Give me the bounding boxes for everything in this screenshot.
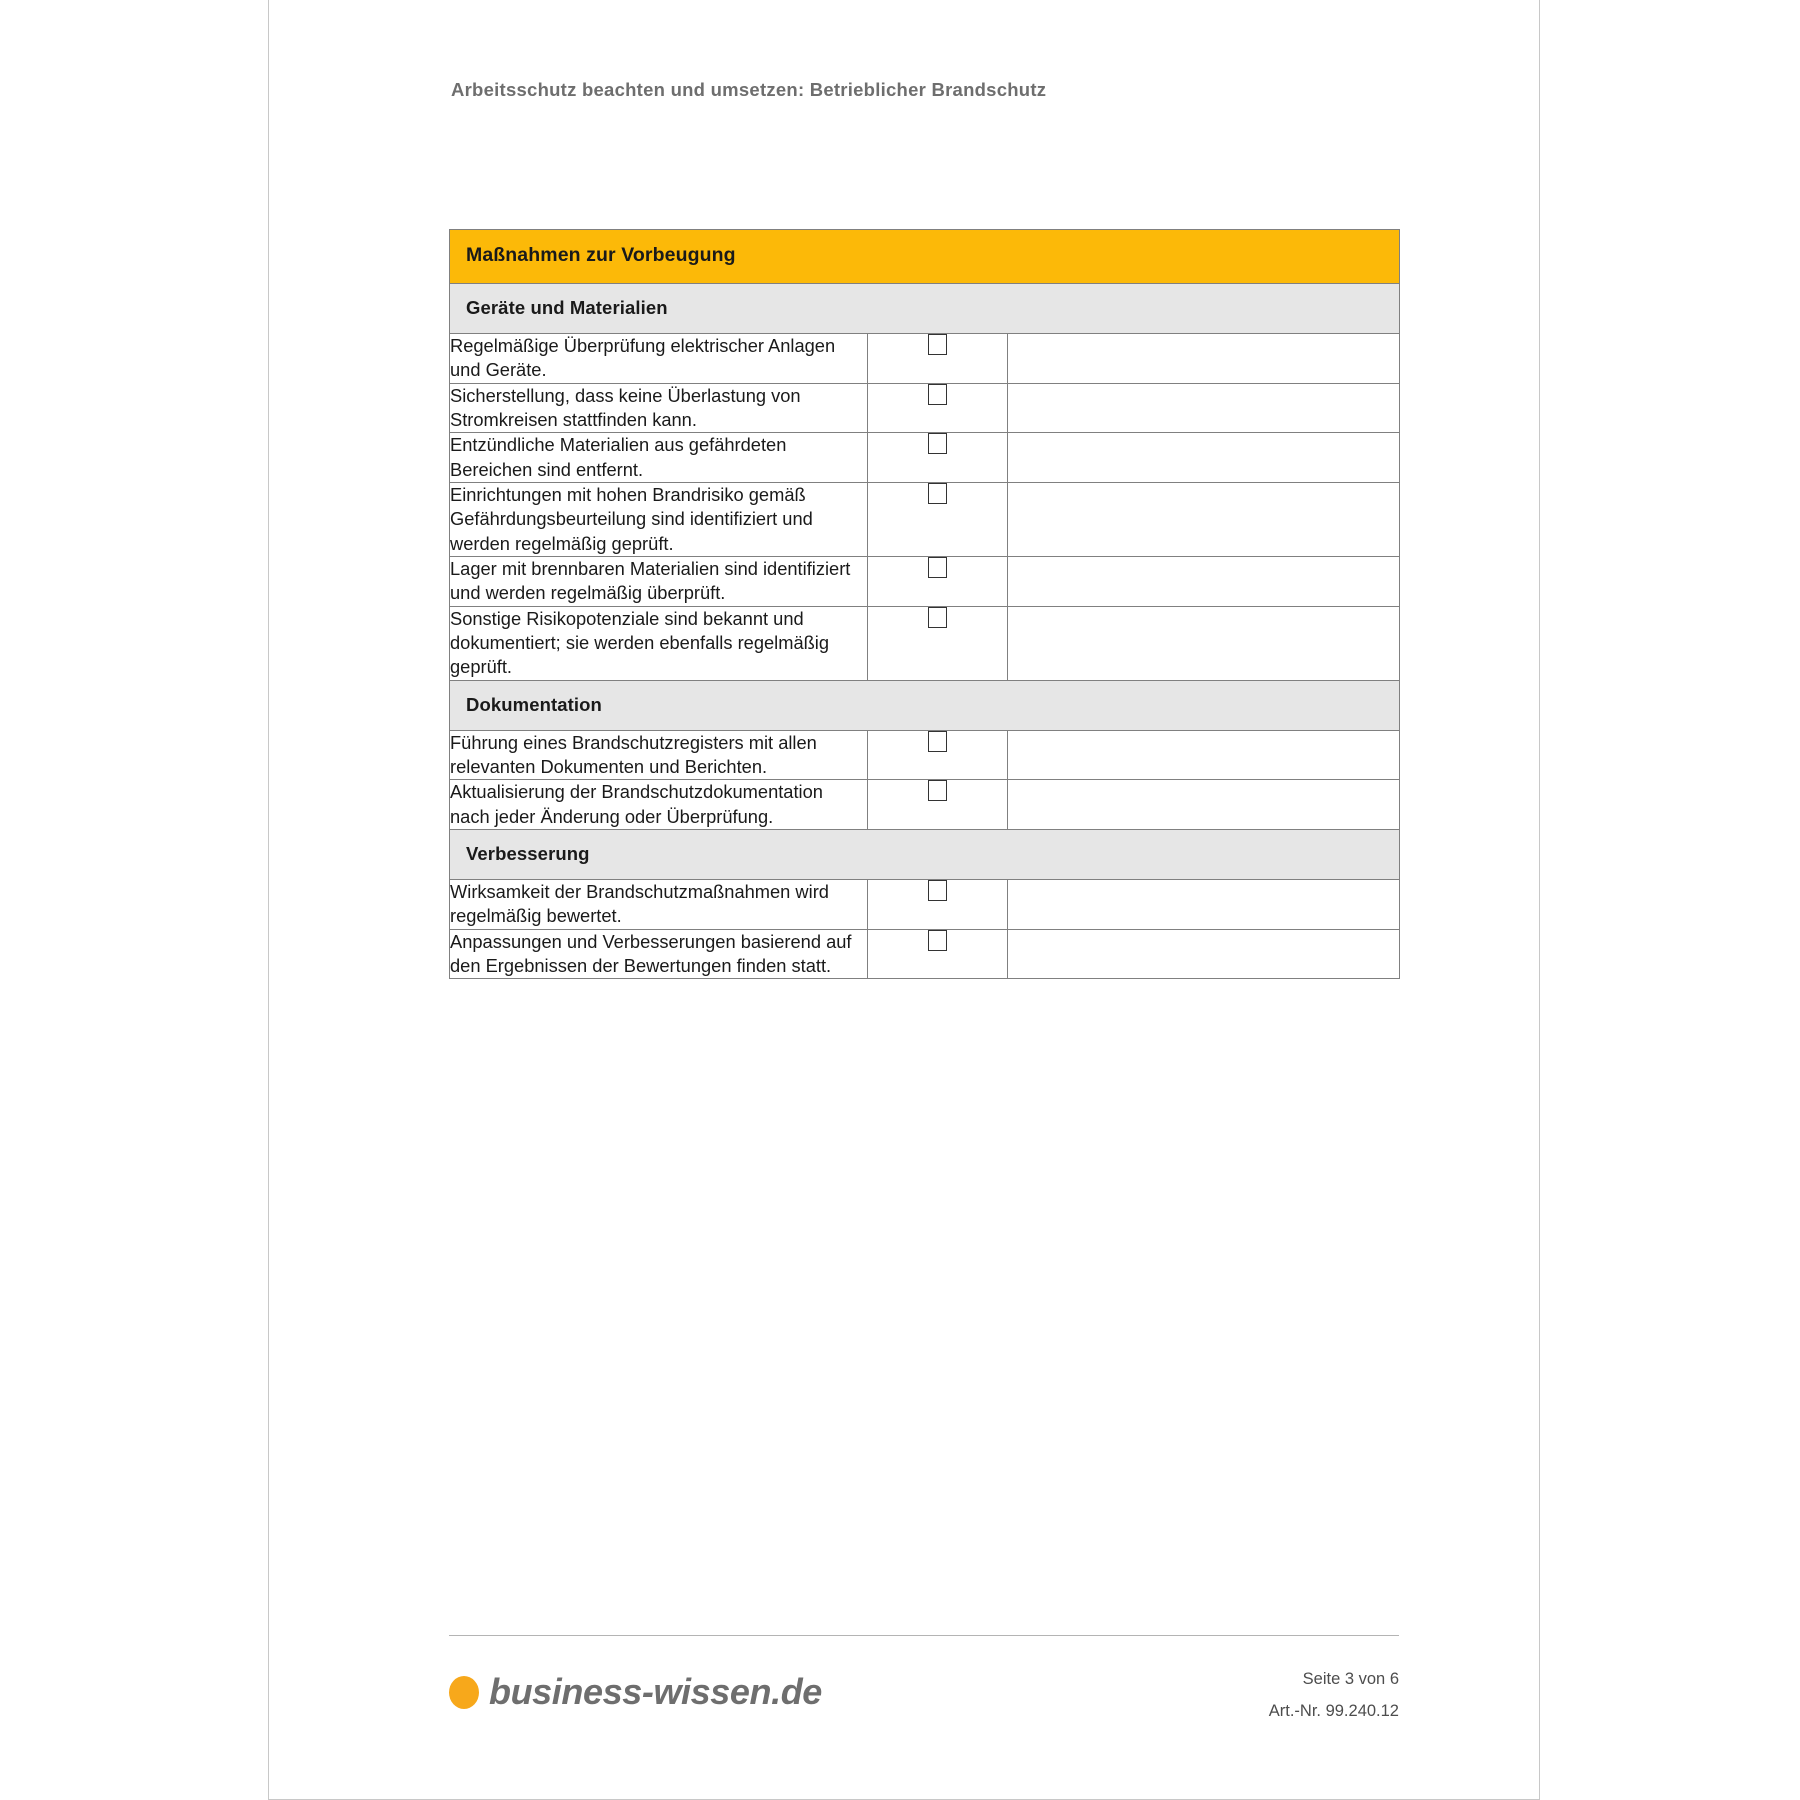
section-header-row [450, 680, 1400, 730]
checkbox-cell[interactable] [868, 730, 1008, 780]
checkbox-cell[interactable] [868, 383, 1008, 433]
checkbox-icon[interactable] [928, 731, 947, 752]
table-row [450, 433, 1400, 483]
footer-meta [1269, 1663, 1399, 1727]
table-row [450, 383, 1400, 433]
checklist-item-label: Führung eines Brandschutzregisters mit allen relevanten Dokumenten und Berichten. [450, 730, 868, 780]
section-heading: Verbesserung [450, 829, 1400, 879]
document-page [268, 0, 1540, 1800]
checklist-item-label: Lager mit brennbaren Materialien sind identifiziert und werden regelmäßig überprüft. [450, 556, 868, 606]
checkbox-icon[interactable] [928, 384, 947, 405]
table-row [450, 606, 1400, 680]
page-number: Seite 3 von 6 [1302, 1670, 1399, 1688]
checkbox-icon[interactable] [928, 334, 947, 355]
note-cell[interactable] [1008, 482, 1400, 556]
checklist-item-label: Wirksamkeit der Brandschutzmaßnahmen wird regelmäßig bewertet. [450, 879, 868, 929]
checkbox-icon[interactable] [928, 880, 947, 901]
table-row [450, 929, 1400, 979]
brand-logo [449, 1671, 822, 1713]
table-row [450, 482, 1400, 556]
checklist-table [449, 229, 1400, 979]
running-header: Arbeitsschutz beachten und umsetzen: Betrieblicher Brandschutz [451, 79, 1047, 100]
checkbox-cell[interactable] [868, 780, 1008, 830]
checkbox-icon[interactable] [928, 557, 947, 578]
checklist-item-label: Regelmäßige Überprüfung elektrischer Anlagen und Geräte. [450, 334, 868, 384]
checkbox-cell[interactable] [868, 556, 1008, 606]
note-cell[interactable] [1008, 334, 1400, 384]
table-title: Maßnahmen zur Vorbeugung [450, 230, 1400, 284]
checklist-item-label: Aktualisierung der Brandschutzdokumentation nach jeder Änderung oder Überprüfung. [450, 780, 868, 830]
note-cell[interactable] [1008, 879, 1400, 929]
section-heading: Dokumentation [450, 680, 1400, 730]
note-cell[interactable] [1008, 730, 1400, 780]
checklist-item-label: Sicherstellung, dass keine Überlastung von Stromkreisen stattfinden kann. [450, 383, 868, 433]
page-footer [449, 1651, 1399, 1741]
checklist-item-label: Sonstige Risikopotenziale sind bekannt und dokumentiert; sie werden ebenfalls regelmäßig geprüft. [450, 606, 868, 680]
checkbox-icon[interactable] [928, 780, 947, 801]
section-heading: Geräte und Materialien [450, 284, 1400, 334]
note-cell[interactable] [1008, 383, 1400, 433]
checkbox-cell[interactable] [868, 879, 1008, 929]
checkbox-cell[interactable] [868, 929, 1008, 979]
table-row [450, 556, 1400, 606]
table-row [450, 780, 1400, 830]
table-title-row [450, 230, 1400, 284]
checkbox-cell[interactable] [868, 606, 1008, 680]
note-cell[interactable] [1008, 606, 1400, 680]
brand-logo-text: business-wissen.de [489, 1671, 822, 1712]
checkbox-icon[interactable] [928, 433, 947, 454]
checklist-item-label: Einrichtungen mit hohen Brandrisiko gemäß Gefährdungsbeurteilung sind identifiziert und werden regelmäßig geprüft. [450, 482, 868, 556]
circle-icon [449, 1676, 479, 1709]
checkbox-icon[interactable] [928, 483, 947, 504]
note-cell[interactable] [1008, 780, 1400, 830]
checklist-item-label: Entzündliche Materialien aus gefährdeten Bereichen sind entfernt. [450, 433, 868, 483]
checkbox-cell[interactable] [868, 334, 1008, 384]
table-row [450, 730, 1400, 780]
table-row [450, 879, 1400, 929]
note-cell[interactable] [1008, 433, 1400, 483]
page-content [269, 0, 1539, 1799]
footer-divider [449, 1635, 1399, 1636]
checkbox-cell[interactable] [868, 433, 1008, 483]
checklist-item-label: Anpassungen und Verbesserungen basierend auf den Ergebnissen der Bewertungen finden statt. [450, 929, 868, 979]
section-header-row [450, 284, 1400, 334]
note-cell[interactable] [1008, 556, 1400, 606]
section-header-row [450, 829, 1400, 879]
article-number: Art.-Nr. 99.240.12 [1268, 1702, 1399, 1721]
checkbox-icon[interactable] [928, 930, 947, 951]
note-cell[interactable] [1008, 929, 1400, 979]
checklist-body [450, 230, 1400, 979]
checkbox-cell[interactable] [868, 482, 1008, 556]
table-row [450, 334, 1400, 384]
checkbox-icon[interactable] [928, 607, 947, 628]
